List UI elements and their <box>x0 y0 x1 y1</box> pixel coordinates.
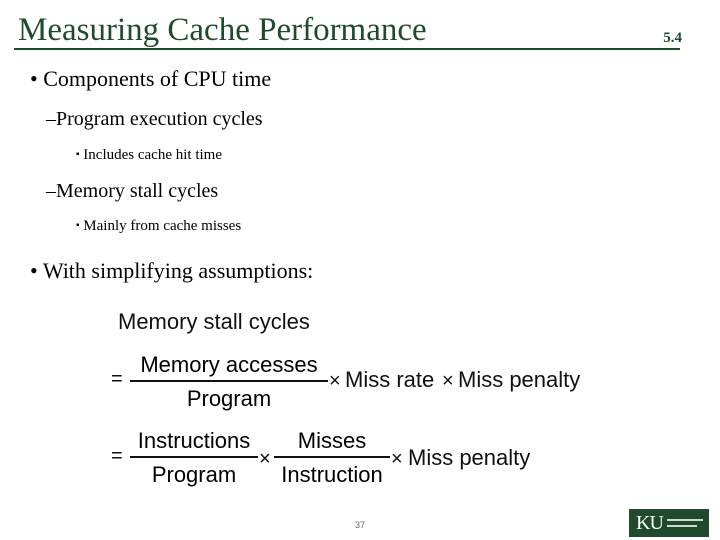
bullet-dot-icon: • <box>30 258 38 283</box>
fraction-denominator: Instruction <box>281 462 383 487</box>
page-number: 37 <box>355 520 366 530</box>
times-sign: × <box>442 370 454 392</box>
dash-marker-icon: – <box>46 180 56 202</box>
bullet-includes-cache-hit-time <box>76 147 222 164</box>
fraction-bar <box>274 456 390 458</box>
fraction-misses-per-instruction <box>274 428 390 488</box>
bullet-program-execution-cycles <box>46 108 263 131</box>
fraction-numerator: Memory accesses <box>140 352 318 377</box>
bullet-text: Includes cache hit time <box>83 147 222 163</box>
miss-penalty-term: Miss penalty <box>408 445 531 470</box>
bullet-dot-icon: • <box>30 66 38 91</box>
dash-marker-icon: – <box>46 108 56 130</box>
bullet-text: Program execution cycles <box>56 108 263 130</box>
fraction-denominator: Program <box>186 386 272 411</box>
bullet-components-cpu-time <box>30 66 271 92</box>
logo-subtext-decoration <box>667 517 703 529</box>
fraction-bar <box>130 380 328 382</box>
miss-penalty-term: Miss penalty <box>458 367 581 392</box>
bullet-simplifying-assumptions <box>30 258 313 284</box>
fraction-instructions-per-program <box>130 428 258 488</box>
times-sign: × <box>259 448 271 470</box>
ku-logo <box>629 509 709 537</box>
times-sign: × <box>329 370 341 392</box>
fraction-numerator: Instructions <box>137 428 251 453</box>
square-marker-icon: ▪ <box>76 220 80 231</box>
section-number: 5.4 <box>663 30 682 46</box>
fraction-denominator: Program <box>151 462 237 487</box>
fraction-numerator: Misses <box>297 428 367 453</box>
fraction-memory-accesses-per-program <box>130 352 328 412</box>
fraction-bar <box>130 456 258 458</box>
miss-rate-term: Miss rate <box>345 367 435 392</box>
logo-text: KU <box>636 511 663 534</box>
square-marker-icon: ▪ <box>76 149 80 160</box>
bullet-text: Memory stall cycles <box>56 180 219 202</box>
slide-title: Measuring Cache Performance <box>18 12 427 48</box>
title-underline <box>14 48 680 50</box>
bullet-text: With simplifying assumptions: <box>42 258 314 283</box>
equals-sign: = <box>111 368 123 390</box>
bullet-mainly-from-cache-misses <box>76 218 241 235</box>
bullet-text: Components of CPU time <box>43 66 272 91</box>
equation-lhs: Memory stall cycles <box>118 309 310 334</box>
bullet-text: Mainly from cache misses <box>83 218 242 234</box>
equals-sign: = <box>111 445 123 467</box>
bullet-memory-stall-cycles <box>46 180 218 203</box>
times-sign: × <box>391 448 403 470</box>
